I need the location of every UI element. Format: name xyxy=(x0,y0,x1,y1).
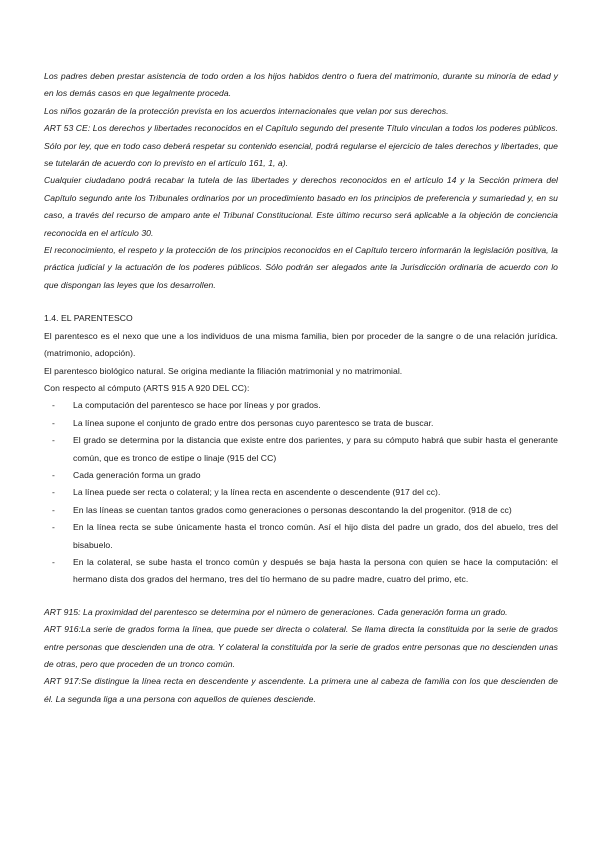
list-item xyxy=(44,554,558,589)
list-item-text: En la colateral, se sube hasta el tronco común y después se baja hasta la persona con quien se hace la computación: el hermano dista dos grados del hermano, tres del tío hermano de su padre madre, cuatro del primo, etc. xyxy=(73,556,558,585)
bullet-dash: - xyxy=(52,435,55,446)
list-item xyxy=(44,415,558,432)
list-item xyxy=(44,484,558,501)
list-item-text: La línea supone el conjunto de grado entre dos personas cuyo parentesco se trata de buscar. xyxy=(73,417,434,428)
list-item-text: El grado se determina por la distancia que existe entre dos parientes, y para su cómputo habrá que subir hasta el generante común, que es tronco de estipe o linaje (915 del CC) xyxy=(73,435,558,463)
list-item-text: La computación del parentesco se hace por líneas y por grados. xyxy=(73,400,321,411)
article-paragraph: ART 916:La serie de grados forma la línea, que puede ser directa o colateral. Se llama directa la constituida por la serie de grados entre personas que descienden una de otra. Y colateral la constituida por la serie de grados entre personas que no descienden unas de otras, pero que proceden de un tronco común. xyxy=(44,624,558,669)
article-paragraph: ART 917:Se distingue la línea recta en descendente y ascendente. La primera une al cabeza de familia con los que descienden de él. La segunda liga a una persona con aquellos de quienes desciende. xyxy=(44,676,558,704)
list-item xyxy=(44,519,558,554)
intro-block xyxy=(44,68,558,294)
intro-paragraph: El reconocimiento, el respeto y la protección de los principios reconocidos en el Capítulo tercero informarán la legislación positiva, la práctica judicial y la actuación de los poderes públicos. Sólo podrán ser alegados ante la Jurisdicción ordinaria de acuerdo con lo que dispongan las leyes que los desarrollen. xyxy=(44,245,558,290)
section-paragraph: El parentesco es el nexo que une a los individuos de una misma familia, bien por proceder de la sangre o de una relación jurídica. (matrimonio, adopción). xyxy=(44,330,558,359)
parentesco-section xyxy=(44,310,558,589)
intro-paragraph: Los padres deben prestar asistencia de todo orden a los hijos habidos dentro o fuera del matrimonio, durante su minoría de edad y en los demás casos en que legalmente proceda. xyxy=(44,71,558,99)
articles-block xyxy=(44,604,558,708)
bullet-dash: - xyxy=(52,522,55,533)
bullet-dash: - xyxy=(52,504,55,515)
bullet-dash: - xyxy=(52,469,55,480)
list-item-text: En la línea recta se sube únicamente hasta el tronco común. Así el hijo dista del padre un grado, dos del abuelo, tres del bisabuelo. xyxy=(73,522,558,550)
list-item-text: La línea puede ser recta o colateral; y la línea recta en ascendente o descendente (917 del cc). xyxy=(73,487,441,498)
spacer xyxy=(44,589,558,604)
spacer xyxy=(44,294,558,310)
list-item xyxy=(44,432,558,467)
bullet-dash: - xyxy=(52,400,55,411)
article-paragraph: ART 915: La proximidad del parentesco se determina por el número de generaciones. Cada generación forma un grado. xyxy=(44,606,508,617)
intro-paragraph: ART 53 CE: Los derechos y libertades reconocidos en el Capítulo segundo del presente Título vinculan a todos los poderes públicos. Sólo por ley, que en todo caso deberá respetar su contenido esencial, podrá regularse el ejercicio de tales derechos y libertades, que se tutelarán de acuerdo con lo previsto en el artículo 161, 1, a). xyxy=(44,123,558,169)
intro-paragraph: Cualquier ciudadano podrá recabar la tutela de las libertades y derechos reconocidos en el artículo 14 y la Sección primera del Capítulo segundo ante los Tribunales ordinarios por un procedimiento basado en los principios de preferencia y sumariedad y, en su caso, a través del recurso de amparo ante el Tribunal Constitucional. Este último recurso será aplicable a la objeción de conciencia reconocida en el artículo 30. xyxy=(44,175,558,238)
bullet-dash: - xyxy=(52,556,55,567)
list-item-text: En las líneas se cuentan tantos grados como generaciones o personas descontando la del progenitor. (918 de cc) xyxy=(73,504,512,515)
computation-rules-list xyxy=(44,397,558,588)
section-title: 1.4. EL PARENTESCO xyxy=(44,313,133,324)
bullet-dash: - xyxy=(52,487,55,498)
list-item xyxy=(44,467,558,484)
intro-paragraph: Los niños gozarán de la protección prevista en los acuerdos internacionales que velan por sus derechos. xyxy=(44,105,449,116)
section-paragraph: Con respecto al cómputo (ARTS 915 A 920 DEL CC): xyxy=(44,382,250,393)
bullet-dash: - xyxy=(52,417,55,428)
document-page xyxy=(44,68,558,708)
section-paragraph: El parentesco biológico natural. Se origina mediante la filiación matrimonial y no matrimonial. xyxy=(44,365,403,376)
list-item xyxy=(44,502,558,519)
list-item-text: Cada generación forma un grado xyxy=(73,469,201,480)
list-item xyxy=(44,397,558,414)
